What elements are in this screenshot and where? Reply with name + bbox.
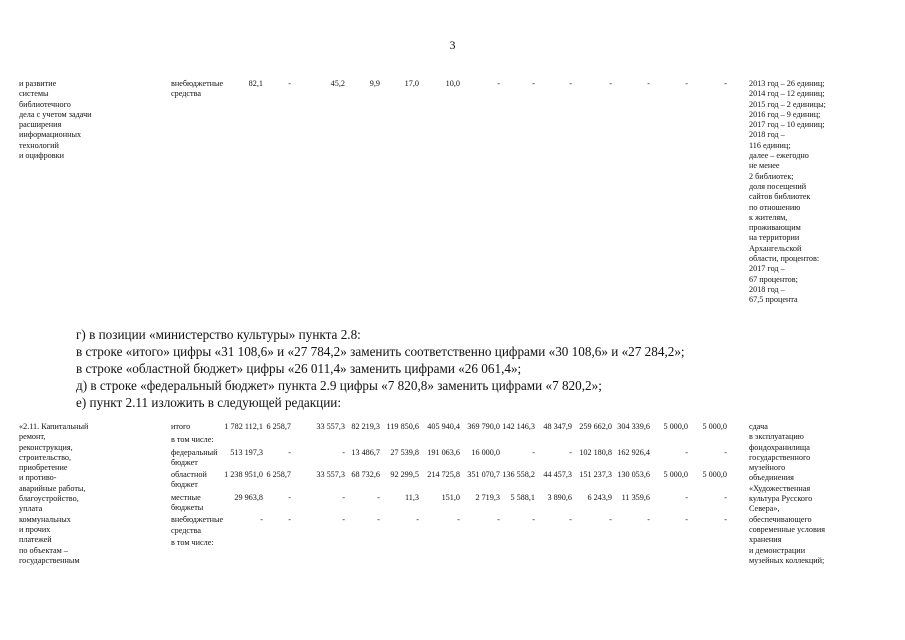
text-line: ремонт, bbox=[19, 432, 46, 442]
text-line: современные условия bbox=[749, 524, 826, 534]
table-cell: 151 237,3 bbox=[579, 470, 612, 480]
row-label bbox=[171, 448, 218, 469]
table-cell: - bbox=[569, 515, 572, 525]
table-cell: 27 539,8 bbox=[390, 447, 419, 457]
table-cell: - bbox=[288, 492, 291, 502]
table-cell: 13 486,7 bbox=[351, 447, 380, 457]
row-label-line: областной bbox=[171, 470, 207, 480]
text-line: Севера», bbox=[749, 504, 780, 514]
table-cell: 6 258,7 bbox=[266, 470, 291, 480]
table-cell: 3 890,6 bbox=[547, 492, 572, 502]
table-cell: - bbox=[685, 447, 688, 457]
text-line: к жителям, bbox=[749, 212, 788, 222]
text-line: государственного bbox=[749, 452, 811, 462]
text-line: фондохранилища bbox=[749, 442, 810, 452]
text-line: платежей bbox=[19, 535, 52, 545]
block1-value-cell: - bbox=[569, 79, 572, 88]
row-label-line: в том числе: bbox=[171, 434, 214, 444]
text-line: хранения bbox=[749, 535, 782, 545]
table-cell: - bbox=[647, 515, 650, 525]
table-cell: - bbox=[288, 447, 291, 457]
text-line: и развитие bbox=[19, 79, 57, 88]
text-line: благоустройство, bbox=[19, 494, 79, 504]
row-label-line: местные bbox=[171, 492, 201, 502]
table-cell: 5 000,0 bbox=[702, 470, 727, 480]
table-cell: 82 219,3 bbox=[351, 422, 380, 431]
text-line: 67 процентов; bbox=[749, 274, 798, 284]
block1-indicators bbox=[749, 79, 826, 306]
block1-value-cell: 45,2 bbox=[330, 79, 345, 88]
page-number: 3 bbox=[449, 38, 456, 52]
row-label bbox=[171, 435, 214, 445]
text-line: 2017 год – 10 единиц; bbox=[749, 120, 825, 130]
table-cell: - bbox=[497, 515, 500, 525]
table-cell: 48 347,9 bbox=[543, 422, 572, 431]
text-line: 67,5 процента bbox=[749, 295, 798, 305]
text-line: далее – ежегодно bbox=[749, 151, 809, 161]
table-cell: - bbox=[724, 492, 727, 502]
row-label-line: бюджеты bbox=[171, 503, 204, 513]
row-label bbox=[171, 538, 214, 548]
block1-source bbox=[171, 79, 223, 100]
block1-value-cell: 9,9 bbox=[369, 79, 380, 88]
text-line: на территории bbox=[749, 233, 800, 243]
text-line: технологий bbox=[19, 140, 59, 150]
row-label-line: средства bbox=[171, 525, 202, 535]
text-line: «Художественная bbox=[749, 483, 811, 493]
text-line: в эксплуатацию bbox=[749, 432, 804, 442]
source-line: внебюджетные bbox=[171, 79, 224, 88]
text-line: 2018 год – bbox=[749, 284, 785, 294]
text-line: реконструкция, bbox=[19, 442, 73, 452]
table-cell: 1 238 951,0 bbox=[224, 470, 263, 480]
table-cell: 11 359,6 bbox=[621, 492, 650, 502]
table-cell: 102 180,8 bbox=[579, 447, 612, 457]
table-cell: 11,3 bbox=[404, 492, 419, 502]
row-label-line: бюджет bbox=[171, 480, 198, 490]
text-line: государственным bbox=[19, 555, 80, 565]
amendment-d: д) в строке «федеральный бюджет» пункта 2.9 цифры «7 820,8» заменить цифрами «7 820,2»; bbox=[76, 378, 602, 393]
table-cell: - bbox=[260, 515, 263, 525]
table-cell: 44 457,3 bbox=[543, 470, 572, 480]
text-line: Архангельской bbox=[749, 243, 802, 253]
table-cell: 33 557,3 bbox=[316, 470, 345, 480]
block1-description bbox=[19, 79, 92, 161]
table-cell: 68 732,6 bbox=[351, 470, 380, 480]
text-line: и прочих bbox=[19, 524, 51, 534]
table-cell: 5 000,0 bbox=[663, 470, 688, 480]
text-line: сдача bbox=[749, 422, 768, 431]
text-line: системы bbox=[19, 89, 49, 99]
table-cell: 6 243,9 bbox=[587, 492, 612, 502]
text-line: дела с учетом задачи bbox=[19, 109, 92, 119]
text-line: 2016 год – 9 единиц; bbox=[749, 109, 821, 119]
table-cell: 5 000,0 bbox=[702, 422, 727, 431]
text-line: доля посещений bbox=[749, 181, 807, 191]
table-cell: 92 299,5 bbox=[390, 470, 419, 480]
text-line: строительство, bbox=[19, 452, 72, 462]
row-label bbox=[171, 493, 203, 514]
block1-value-cell: - bbox=[497, 79, 500, 88]
table-cell: 304 339,6 bbox=[617, 422, 650, 431]
source-line: средства bbox=[171, 89, 202, 99]
text-line: музейных коллекций; bbox=[749, 555, 825, 565]
block1-value-cell: - bbox=[685, 79, 688, 88]
table-cell: 214 725,8 bbox=[427, 470, 460, 480]
table-cell: 2 719,3 bbox=[475, 492, 500, 502]
table-cell: 259 662,0 bbox=[579, 422, 612, 431]
table-cell: 33 557,3 bbox=[316, 422, 345, 431]
table-cell: - bbox=[724, 515, 727, 525]
amendment-g-itogo: в строке «итого» цифры «31 108,6» и «27 784,2» заменить соответственно цифрами «30 108,6» и «27 284,2»; bbox=[76, 344, 685, 359]
row-label bbox=[171, 515, 223, 536]
text-line: и противо- bbox=[19, 473, 57, 483]
table-cell: - bbox=[342, 515, 345, 525]
text-line: и оцифровки bbox=[19, 151, 65, 161]
table-cell: 6 258,7 bbox=[266, 422, 291, 431]
amendment-g: г) в позиции «министерство культуры» пункта 2.8: bbox=[76, 327, 361, 342]
table-cell: 136 558,2 bbox=[502, 470, 535, 480]
text-line: 2017 год – bbox=[749, 264, 785, 274]
amendment-g-oblast: в строке «областной бюджет» цифры «26 011,4» заменить цифрами «26 061,4»; bbox=[76, 361, 522, 376]
row-label-line: бюджет bbox=[171, 457, 198, 467]
block1-value-cell: 17,0 bbox=[404, 79, 419, 88]
table-cell: - bbox=[342, 447, 345, 457]
table-cell: - bbox=[377, 515, 380, 525]
text-line: 2 библиотек; bbox=[749, 171, 794, 181]
table-cell: - bbox=[724, 447, 727, 457]
text-line: музейного bbox=[749, 463, 786, 473]
table-cell: 130 053,6 bbox=[617, 470, 650, 480]
row-label-line: итого bbox=[171, 422, 191, 431]
text-line: по объектам – bbox=[19, 545, 68, 555]
row-label bbox=[171, 422, 190, 432]
table-cell: - bbox=[457, 515, 460, 525]
table-cell: 119 850,6 bbox=[386, 422, 419, 431]
table-cell: 351 070,7 bbox=[467, 470, 500, 480]
block1-value-cell: - bbox=[647, 79, 650, 88]
text-line: информационных bbox=[19, 130, 82, 140]
text-line: приобретение bbox=[19, 463, 68, 473]
text-line: 2013 год – 26 единиц; bbox=[749, 79, 825, 88]
text-line: проживающим bbox=[749, 223, 801, 233]
table-cell: 5 588,1 bbox=[510, 492, 535, 502]
row-label-line: внебюджетные bbox=[171, 515, 224, 525]
row-label bbox=[171, 470, 207, 491]
block2-description bbox=[19, 422, 88, 566]
text-line: библиотечного bbox=[19, 99, 71, 109]
table-cell: - bbox=[288, 515, 291, 525]
row-label-line: федеральный bbox=[171, 447, 218, 457]
table-cell: - bbox=[416, 515, 419, 525]
text-line: уплата bbox=[19, 504, 43, 514]
text-line: аварийные работы, bbox=[19, 483, 86, 493]
table-cell: 405 940,4 bbox=[427, 422, 460, 431]
text-line: сайтов библиотек bbox=[749, 192, 811, 202]
text-line: коммунальных bbox=[19, 514, 71, 524]
block1-value-cell: - bbox=[609, 79, 612, 88]
table-cell: - bbox=[532, 447, 535, 457]
table-cell: 1 782 112,1 bbox=[224, 422, 263, 431]
text-line: 116 единиц; bbox=[749, 140, 791, 150]
block1-value-cell: 82,1 bbox=[248, 79, 263, 88]
table-cell: - bbox=[342, 492, 345, 502]
text-line: области, процентов: bbox=[749, 254, 820, 264]
text-line: не менее bbox=[749, 161, 780, 171]
block2-indicators bbox=[749, 422, 825, 566]
text-line: расширения bbox=[19, 120, 62, 130]
table-cell: - bbox=[685, 492, 688, 502]
text-line: культура Русского bbox=[749, 494, 813, 504]
block1-value-cell: - bbox=[288, 79, 291, 88]
amendment-e: е) пункт 2.11 изложить в следующей редакции: bbox=[76, 395, 342, 410]
text-line: 2014 год – 12 единиц; bbox=[749, 89, 825, 99]
table-cell: 162 926,4 bbox=[617, 447, 650, 457]
text-line: объединения bbox=[749, 473, 794, 483]
text-line: обеспечивающего bbox=[749, 514, 812, 524]
table-cell: - bbox=[532, 515, 535, 525]
text-line: и демонстрации bbox=[749, 545, 806, 555]
table-cell: - bbox=[377, 492, 380, 502]
table-cell: 151,0 bbox=[441, 492, 460, 502]
block1-value-cell: 10,0 bbox=[445, 79, 460, 88]
text-line: 2018 год – bbox=[749, 130, 785, 140]
text-line: «2.11. Капитальный bbox=[19, 422, 89, 431]
table-cell: - bbox=[685, 515, 688, 525]
table-cell: 16 000,0 bbox=[471, 447, 500, 457]
table-cell: 369 790,0 bbox=[467, 422, 500, 431]
block1-value-cell: - bbox=[724, 79, 727, 88]
text-line: по отношению bbox=[749, 202, 801, 212]
table-cell: 142 146,3 bbox=[502, 422, 535, 431]
table-cell: 29 963,8 bbox=[234, 492, 263, 502]
block1-value-cell: - bbox=[532, 79, 535, 88]
table-cell: - bbox=[609, 515, 612, 525]
table-cell: 5 000,0 bbox=[663, 422, 688, 431]
table-cell: 191 063,6 bbox=[427, 447, 460, 457]
table-cell: - bbox=[569, 447, 572, 457]
text-line: 2015 год – 2 единицы; bbox=[749, 99, 826, 109]
row-label-line: в том числе: bbox=[171, 538, 214, 547]
table-cell: 513 197,3 bbox=[230, 447, 263, 457]
